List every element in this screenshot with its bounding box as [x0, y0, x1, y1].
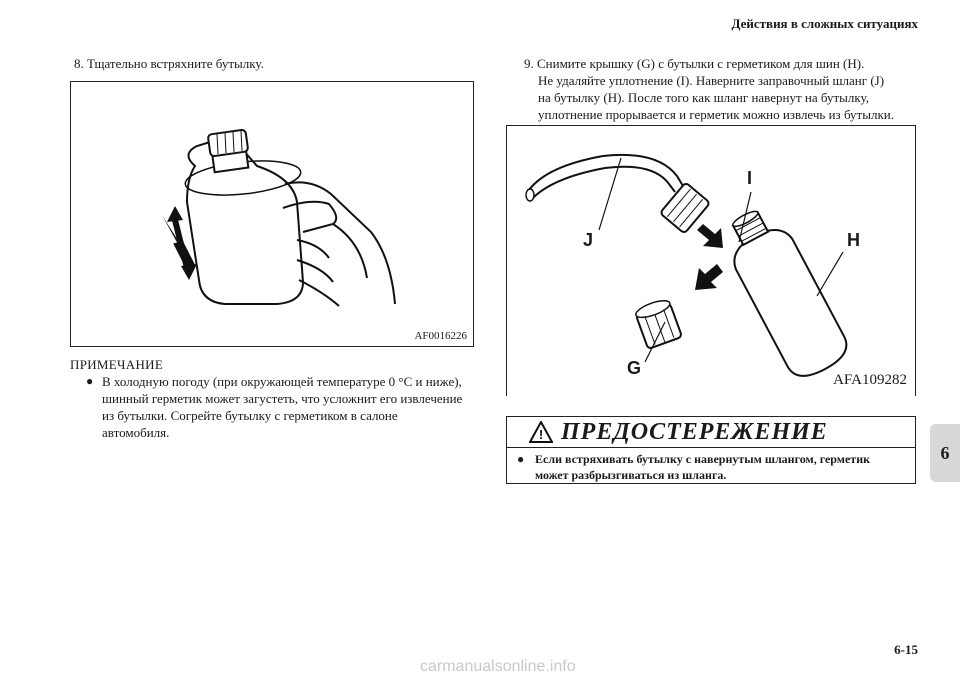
label-j: J: [583, 230, 594, 250]
warning-body: [517, 451, 907, 483]
figure-shake-bottle: [70, 81, 474, 347]
label-h: H: [847, 230, 860, 250]
step-8-text: 8. Тщательно встряхните бутылку.: [74, 56, 264, 71]
note-bullet-icon: ●: [86, 374, 94, 388]
watermark: carmanualsonline.info: [420, 658, 576, 675]
step-9-line: уплотнение прорывается и герметик можно извлечь из бутылки.: [538, 107, 894, 122]
note-line: шинный герметик может загустеть, что усложнит его извлечение: [102, 391, 463, 406]
figure-code: AF0016226: [414, 330, 467, 342]
section-title: Действия в сложных ситуациях: [731, 16, 918, 31]
figure-hose-bottle: [506, 125, 916, 396]
chapter-tab: 6: [930, 424, 960, 482]
warning-line: может разбрызгиваться из шланга.: [535, 468, 727, 482]
note-title: ПРИМЕЧАНИЕ: [70, 357, 164, 372]
label-g: G: [627, 358, 642, 378]
warning-line: Если встряхивать бутылку с навернутым шлангом, герметик: [535, 452, 871, 466]
figure-code: AFA109282: [833, 372, 907, 388]
step-9-text: [524, 55, 924, 123]
note-line: из бутылки. Согрейте бутылку с герметиком в салоне: [102, 408, 398, 423]
warning-triangle-icon: [529, 421, 553, 443]
warning-title: ПРЕДОСТЕРЕЖЕНИЕ: [561, 419, 828, 445]
step-9-line: 9. Снимите крышку (G) с бутылки с герметиком для шин (H).: [524, 56, 865, 71]
label-i: I: [747, 168, 753, 188]
warning-header: [507, 417, 915, 448]
warning-symbol: !: [538, 427, 544, 442]
warning-box: [506, 416, 916, 484]
note-line: автомобиля.: [102, 425, 170, 440]
warning-bullet-icon: ●: [517, 452, 525, 466]
hose-bottle-illustration: [507, 126, 915, 396]
note-line: В холодную погоду (при окружающей температуре 0 °C и ниже),: [102, 374, 462, 389]
step-9-line: на бутылку (H). После того как шланг навернут на бутылку,: [538, 90, 869, 105]
shake-bottle-illustration: [71, 82, 473, 346]
step-9-line: Не удаляйте уплотнение (I). Наверните заправочный шланг (J): [538, 73, 885, 88]
note-body: [86, 373, 478, 441]
page-number: 6-15: [894, 642, 918, 657]
